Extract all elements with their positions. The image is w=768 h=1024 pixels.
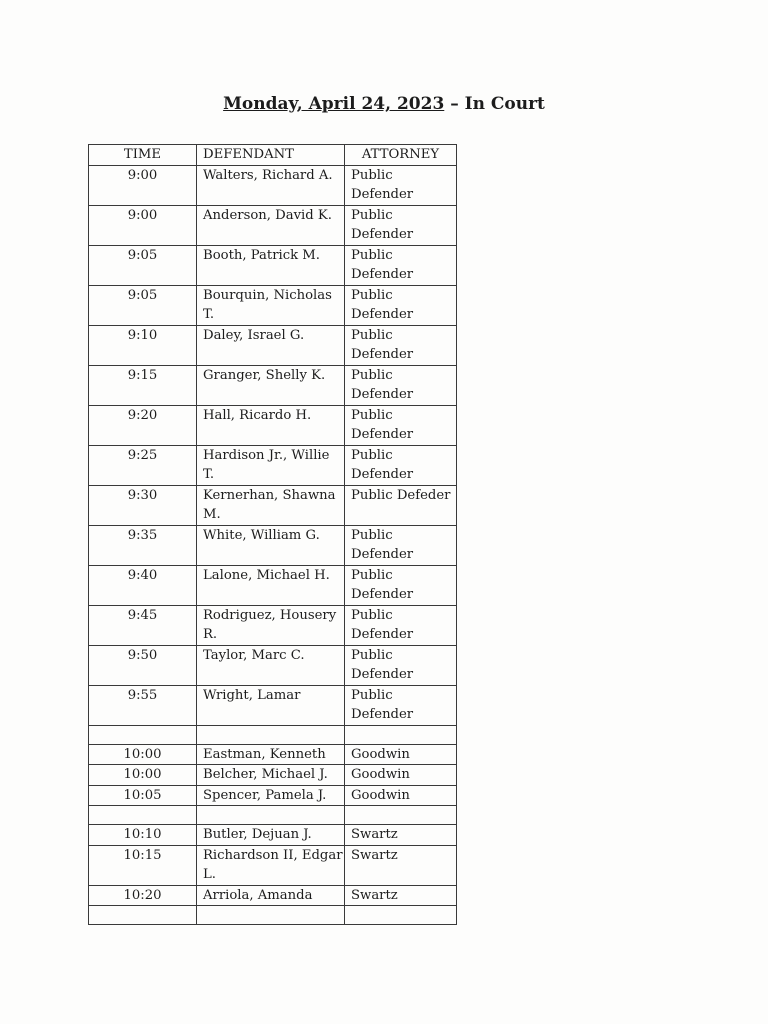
attorney-cell: Public Defender: [345, 205, 457, 245]
defendant-cell: Arriola, Amanda: [197, 885, 345, 906]
table-row: [89, 825, 457, 846]
time-cell: 10:00: [89, 765, 197, 786]
table-row: [89, 785, 457, 806]
attorney-cell: Public Defender: [345, 365, 457, 405]
time-cell: 9:25: [89, 445, 197, 485]
time-cell: 10:00: [89, 744, 197, 765]
time-cell: 10:05: [89, 785, 197, 806]
defendant-cell: Belcher, Michael J.: [197, 765, 345, 786]
attorney-cell: Public Defender: [345, 245, 457, 285]
attorney-cell: Public Defender: [345, 405, 457, 445]
table-row: [89, 605, 457, 645]
attorney-cell: [345, 906, 457, 925]
schedule-table: [88, 144, 457, 925]
table-row: [89, 565, 457, 605]
table-row: [89, 525, 457, 565]
defendant-cell: Anderson, David K.: [197, 205, 345, 245]
defendant-cell: Richardson II, Edgar L.: [197, 845, 345, 885]
defendant-cell: Spencer, Pamela J.: [197, 785, 345, 806]
attorney-cell: Public Defender: [345, 165, 457, 205]
attorney-cell: Public Defender: [345, 285, 457, 325]
defendant-cell: Eastman, Kenneth: [197, 744, 345, 765]
title-suffix: – In Court: [444, 94, 545, 114]
time-cell: 9:50: [89, 645, 197, 685]
defendant-cell: Walters, Richard A.: [197, 165, 345, 205]
defendant-cell: Hardison Jr., Willie T.: [197, 445, 345, 485]
attorney-cell: Goodwin: [345, 744, 457, 765]
defendant-cell: Kernerhan, Shawna M.: [197, 485, 345, 525]
table-row: [89, 806, 457, 825]
attorney-cell: Public Defeder: [345, 485, 457, 525]
time-cell: 9:05: [89, 245, 197, 285]
table-row: [89, 325, 457, 365]
time-cell: 9:00: [89, 165, 197, 205]
table-row: [89, 685, 457, 725]
table-row: [89, 445, 457, 485]
header-attorney: ATTORNEY: [345, 145, 457, 166]
attorney-cell: Swartz: [345, 845, 457, 885]
defendant-cell: Rodriguez, Housery R.: [197, 605, 345, 645]
defendant-cell: White, William G.: [197, 525, 345, 565]
attorney-cell: Swartz: [345, 825, 457, 846]
table-row: [89, 725, 457, 744]
table-body: [89, 165, 457, 925]
page-title: [0, 94, 768, 114]
attorney-cell: Goodwin: [345, 785, 457, 806]
time-cell: 9:55: [89, 685, 197, 725]
attorney-cell: Public Defender: [345, 605, 457, 645]
defendant-cell: Butler, Dejuan J.: [197, 825, 345, 846]
attorney-cell: Public Defender: [345, 525, 457, 565]
defendant-cell: Granger, Shelly K.: [197, 365, 345, 405]
time-cell: 9:30: [89, 485, 197, 525]
table-row: [89, 744, 457, 765]
defendant-cell: Lalone, Michael H.: [197, 565, 345, 605]
table-row: [89, 245, 457, 285]
time-cell: [89, 906, 197, 925]
attorney-cell: Public Defender: [345, 325, 457, 365]
table-row: [89, 485, 457, 525]
time-cell: 10:20: [89, 885, 197, 906]
table-row: [89, 365, 457, 405]
time-cell: 9:45: [89, 605, 197, 645]
defendant-cell: Taylor, Marc C.: [197, 645, 345, 685]
time-cell: 9:20: [89, 405, 197, 445]
attorney-cell: Goodwin: [345, 765, 457, 786]
table-row: [89, 845, 457, 885]
time-cell: 9:00: [89, 205, 197, 245]
table-row: [89, 645, 457, 685]
time-cell: 9:15: [89, 365, 197, 405]
header-time: TIME: [89, 145, 197, 166]
defendant-cell: Booth, Patrick M.: [197, 245, 345, 285]
defendant-cell: Wright, Lamar: [197, 685, 345, 725]
defendant-cell: Bourquin, Nicholas T.: [197, 285, 345, 325]
title-date: Monday, April 24, 2023: [223, 94, 445, 114]
time-cell: 9:05: [89, 285, 197, 325]
header-defendant: DEFENDANT: [197, 145, 345, 166]
time-cell: 9:10: [89, 325, 197, 365]
table-row: [89, 906, 457, 925]
time-cell: 10:15: [89, 845, 197, 885]
attorney-cell: [345, 725, 457, 744]
table-header-row: [89, 145, 457, 166]
time-cell: 9:40: [89, 565, 197, 605]
table-row: [89, 405, 457, 445]
time-cell: 9:35: [89, 525, 197, 565]
attorney-cell: Public Defender: [345, 645, 457, 685]
attorney-cell: Public Defender: [345, 685, 457, 725]
attorney-cell: Public Defender: [345, 565, 457, 605]
table-row: [89, 285, 457, 325]
defendant-cell: [197, 806, 345, 825]
defendant-cell: Daley, Israel G.: [197, 325, 345, 365]
time-cell: [89, 725, 197, 744]
attorney-cell: Public Defender: [345, 445, 457, 485]
table-row: [89, 205, 457, 245]
time-cell: [89, 806, 197, 825]
attorney-cell: Swartz: [345, 885, 457, 906]
defendant-cell: [197, 725, 345, 744]
time-cell: 10:10: [89, 825, 197, 846]
defendant-cell: [197, 906, 345, 925]
table-row: [89, 765, 457, 786]
defendant-cell: Hall, Ricardo H.: [197, 405, 345, 445]
table-row: [89, 885, 457, 906]
attorney-cell: [345, 806, 457, 825]
table-row: [89, 165, 457, 205]
